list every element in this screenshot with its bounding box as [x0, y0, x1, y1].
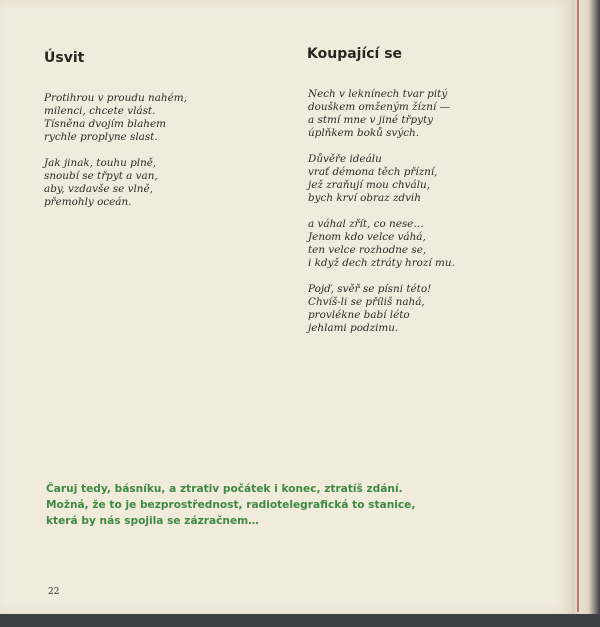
verse-line: úplňkem boků svých.	[308, 127, 420, 139]
verse-line: a váhal zřít, co nese…	[308, 218, 424, 230]
background-strip	[0, 614, 600, 627]
stanza	[308, 88, 455, 140]
verse-line: Nech v leknínech tvar pitý	[308, 88, 448, 100]
verse-line: Chvíš-li se příliš nahá,	[308, 296, 425, 308]
prose-line: která by nás spojila se zázračnem…	[46, 515, 259, 527]
verse-line: Jak jinak, touhu plně,	[44, 157, 157, 169]
verse-line: jehlami podzimu.	[308, 322, 399, 334]
stanza	[308, 283, 455, 335]
verse-line: přemohly oceán.	[44, 196, 132, 208]
stanza	[308, 218, 455, 270]
stanza	[44, 157, 187, 209]
verse-line: aby, vzdavše se vlně,	[44, 183, 153, 195]
prose-line: Možná, že to je bezprostřednost, radiotelegrafická to stanice,	[46, 499, 416, 511]
verse-line: i když dech ztráty hrozí mu.	[308, 257, 455, 269]
verse-line: a stmí mne v jiné třpyty	[308, 114, 434, 126]
prose-line: Čaruj tedy, básníku, a ztrativ počátek i konec, ztratíš zdání.	[46, 483, 403, 495]
poem-title-koupajici-se: Koupající se	[307, 46, 403, 62]
stanza	[44, 92, 187, 144]
verse-line: jež zraňují mou chválu,	[308, 179, 431, 191]
verse-line: Jenom kdo velce váhá,	[308, 231, 426, 243]
verse-line: Protihrou v proudu nahém,	[44, 92, 187, 104]
verse-line: douškem omženým žízní —	[308, 101, 450, 113]
poem-koupajici-se	[308, 88, 455, 348]
verse-line: rychle proplyne slast.	[44, 131, 158, 143]
page-number: 22	[48, 587, 60, 597]
verse-line: bych krví obraz zdvih	[308, 192, 421, 204]
verse-line: Tísněna dvojím blahem	[44, 118, 166, 130]
prose-passage	[46, 481, 426, 529]
verse-line: milenci, chcete vlást.	[44, 105, 156, 117]
poem-usvit	[44, 92, 187, 222]
page-edge-line	[577, 0, 579, 612]
verse-line: Důvěře ideálu	[308, 153, 382, 165]
verse-line: vrať démona těch přízní,	[308, 166, 438, 178]
verse-line: ten velce rozhodne se,	[308, 244, 427, 256]
verse-line: snoubí se třpyt a van,	[44, 170, 158, 182]
verse-line: Pojď, svěř se písni této!	[308, 283, 432, 295]
stanza	[308, 153, 455, 205]
verse-line: provlékne babí léto	[308, 309, 410, 321]
poem-title-usvit: Úsvit	[44, 50, 85, 66]
